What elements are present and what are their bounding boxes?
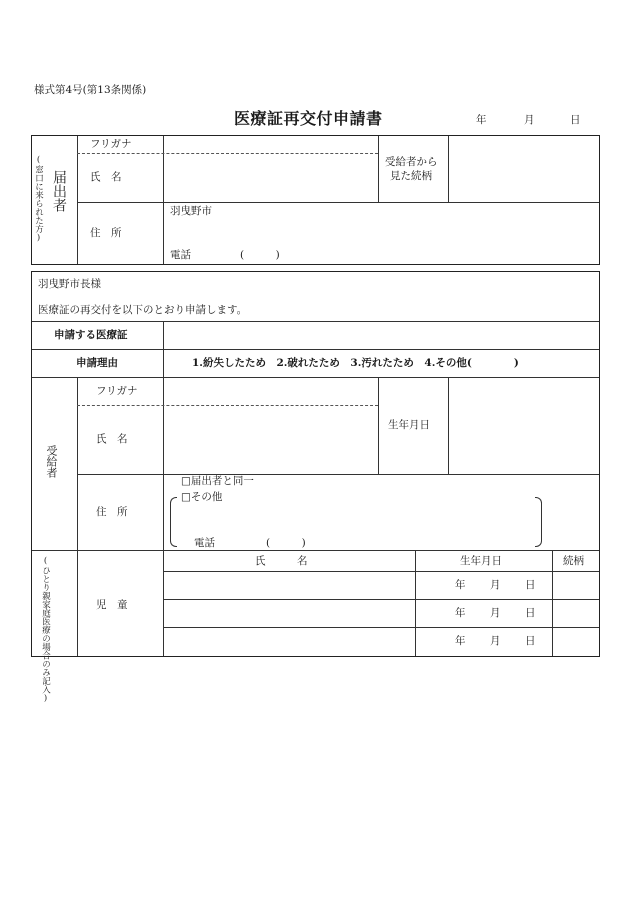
- child-2-year: 年: [455, 607, 466, 619]
- child-2-day: 日: [525, 607, 536, 619]
- applicant-name-label: 氏 名: [90, 171, 122, 183]
- other-address-checkbox[interactable]: □その他: [181, 491, 223, 503]
- recipient-address-label: 住 所: [96, 506, 128, 518]
- applicant-furigana-label: フリガナ: [90, 138, 132, 150]
- children-col-relation: 続柄: [563, 555, 584, 567]
- certificate-label: 申請する医療証: [54, 329, 128, 341]
- applicant-section: [31, 135, 600, 265]
- recipient-phone-label: 電話: [194, 537, 215, 549]
- children-row-label: 児 童: [96, 599, 128, 611]
- recipient-phone-paren: ( ): [266, 537, 306, 549]
- left-bracket: [170, 497, 177, 547]
- relationship-label-line2: 見た続柄: [390, 170, 432, 182]
- recipient-birthdate-label: 生年月日: [388, 419, 430, 431]
- applicant-phone-paren: ( ): [240, 249, 280, 261]
- recipient-name-label: 氏 名: [96, 433, 128, 445]
- child-2-month: 月: [490, 607, 501, 619]
- recipient-furigana-label: フリガナ: [96, 385, 138, 397]
- applicant-address-value: 羽曳野市: [170, 205, 212, 217]
- addressee: 羽曳野市長様: [38, 278, 101, 290]
- statement: 医療証の再交付を以下のとおり申請します。: [38, 304, 248, 316]
- child-1-month: 月: [490, 579, 501, 591]
- reason-options: 1.紛失したため 2.破れたため 3.汚れたため 4.その他( ): [192, 357, 519, 369]
- reason-label: 申請理由: [76, 357, 118, 369]
- recipient-section-label: 受給者: [45, 445, 58, 478]
- applicant-phone-label: 電話: [170, 249, 191, 261]
- date-year-label: 年: [476, 114, 487, 126]
- right-bracket: [535, 497, 542, 547]
- child-3-day: 日: [525, 635, 536, 647]
- date-day-label: 日: [570, 114, 581, 126]
- applicant-address-label: 住 所: [90, 227, 122, 239]
- children-col-birthdate: 生年月日: [460, 555, 502, 567]
- child-1-year: 年: [455, 579, 466, 591]
- child-3-month: 月: [490, 635, 501, 647]
- child-3-year: 年: [455, 635, 466, 647]
- date-month-label: 月: [524, 114, 535, 126]
- children-col-name: 氏 名: [255, 555, 308, 567]
- child-1-day: 日: [525, 579, 536, 591]
- applicant-note: (窓口に来られた方): [33, 155, 44, 243]
- children-note: (ひとり親家庭医療の場合のみ記入): [40, 556, 51, 704]
- page-title: 医療証再交付申請書: [234, 109, 383, 128]
- form-number: 様式第4号(第13条関係): [34, 84, 147, 96]
- applicant-section-label: 届出者: [51, 170, 67, 212]
- relationship-label-line1: 受給者から: [385, 156, 438, 168]
- same-as-applicant-checkbox[interactable]: □届出者と同一: [181, 475, 254, 487]
